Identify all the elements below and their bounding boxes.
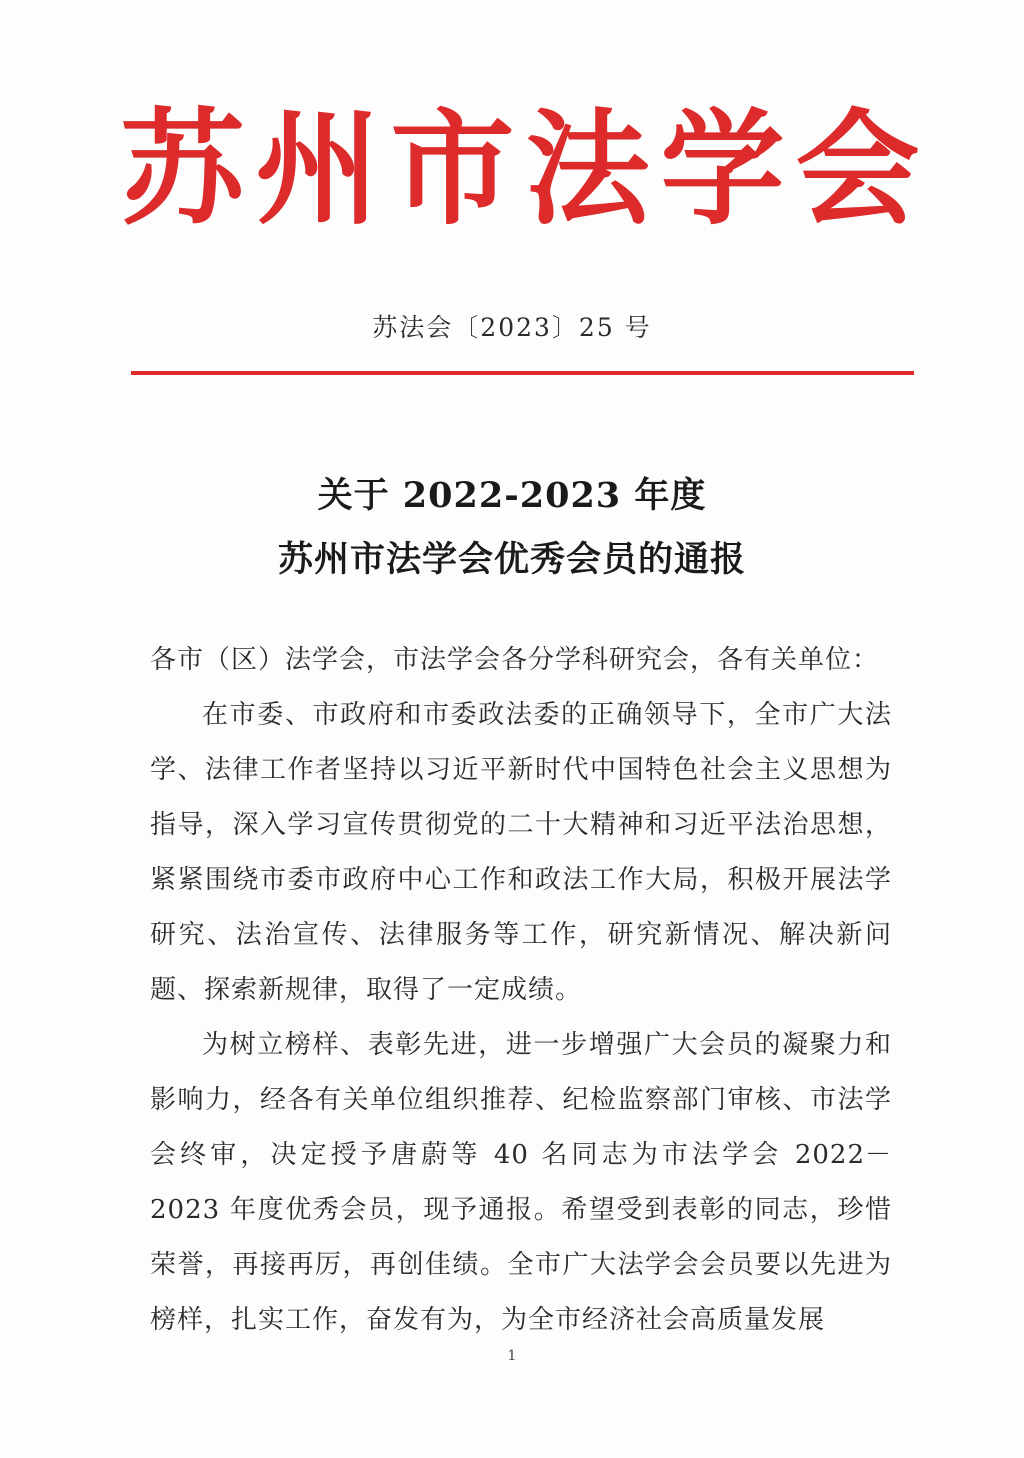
masthead-char: 州 bbox=[255, 97, 380, 242]
masthead-char: 苏 bbox=[120, 97, 245, 242]
page-number: 1 bbox=[507, 1348, 517, 1364]
red-divider-line bbox=[131, 371, 914, 375]
masthead-char: 市 bbox=[390, 97, 515, 242]
masthead-char: 会 bbox=[795, 97, 920, 242]
document-body bbox=[150, 632, 892, 1348]
salutation: 各市（区）法学会，市法学会各分学科研究会，各有关单位： bbox=[150, 645, 880, 675]
masthead bbox=[120, 95, 920, 245]
body-paragraph-1: 在市委、市政府和市委政法委的正确领导下，全市广大法学、法律工作者坚持以习近平新时代中国特色社会主义思想为指导，深入学习宣传贯彻党的二十大精神和习近平法治思想，紧紧围绕市委市政府中心工作和政法工作大局，积极开展法学研究、法治宣传、法律服务等工作，研究新情况、解决新问题、探索新规律，取得了一定成绩。 bbox=[150, 700, 892, 1005]
document-title-line-1: 关于 2022-2023 年度 bbox=[317, 475, 707, 516]
document-number: 苏法会〔2023〕25 号 bbox=[372, 313, 652, 342]
masthead-char: 学 bbox=[660, 97, 785, 242]
document-title-line-2: 苏州市法学会优秀会员的通报 bbox=[277, 539, 746, 580]
body-paragraph-2: 为树立榜样、表彰先进，进一步增强广大会员的凝聚力和影响力，经各有关单位组织推荐、纪检监察部门审核、市法学会终审，决定授予唐蔚等 40 名同志为市法学会 2022－2023 年度优秀会员，现予通报。希望受到表彰的同志，珍惜荣誉，再接再厉，再创佳绩。全市广大法学会会员要以先进为榜样，扎实工作，奋发有为，为全市经济社会高质量发展 bbox=[150, 1030, 892, 1335]
masthead-char: 法 bbox=[525, 97, 650, 242]
